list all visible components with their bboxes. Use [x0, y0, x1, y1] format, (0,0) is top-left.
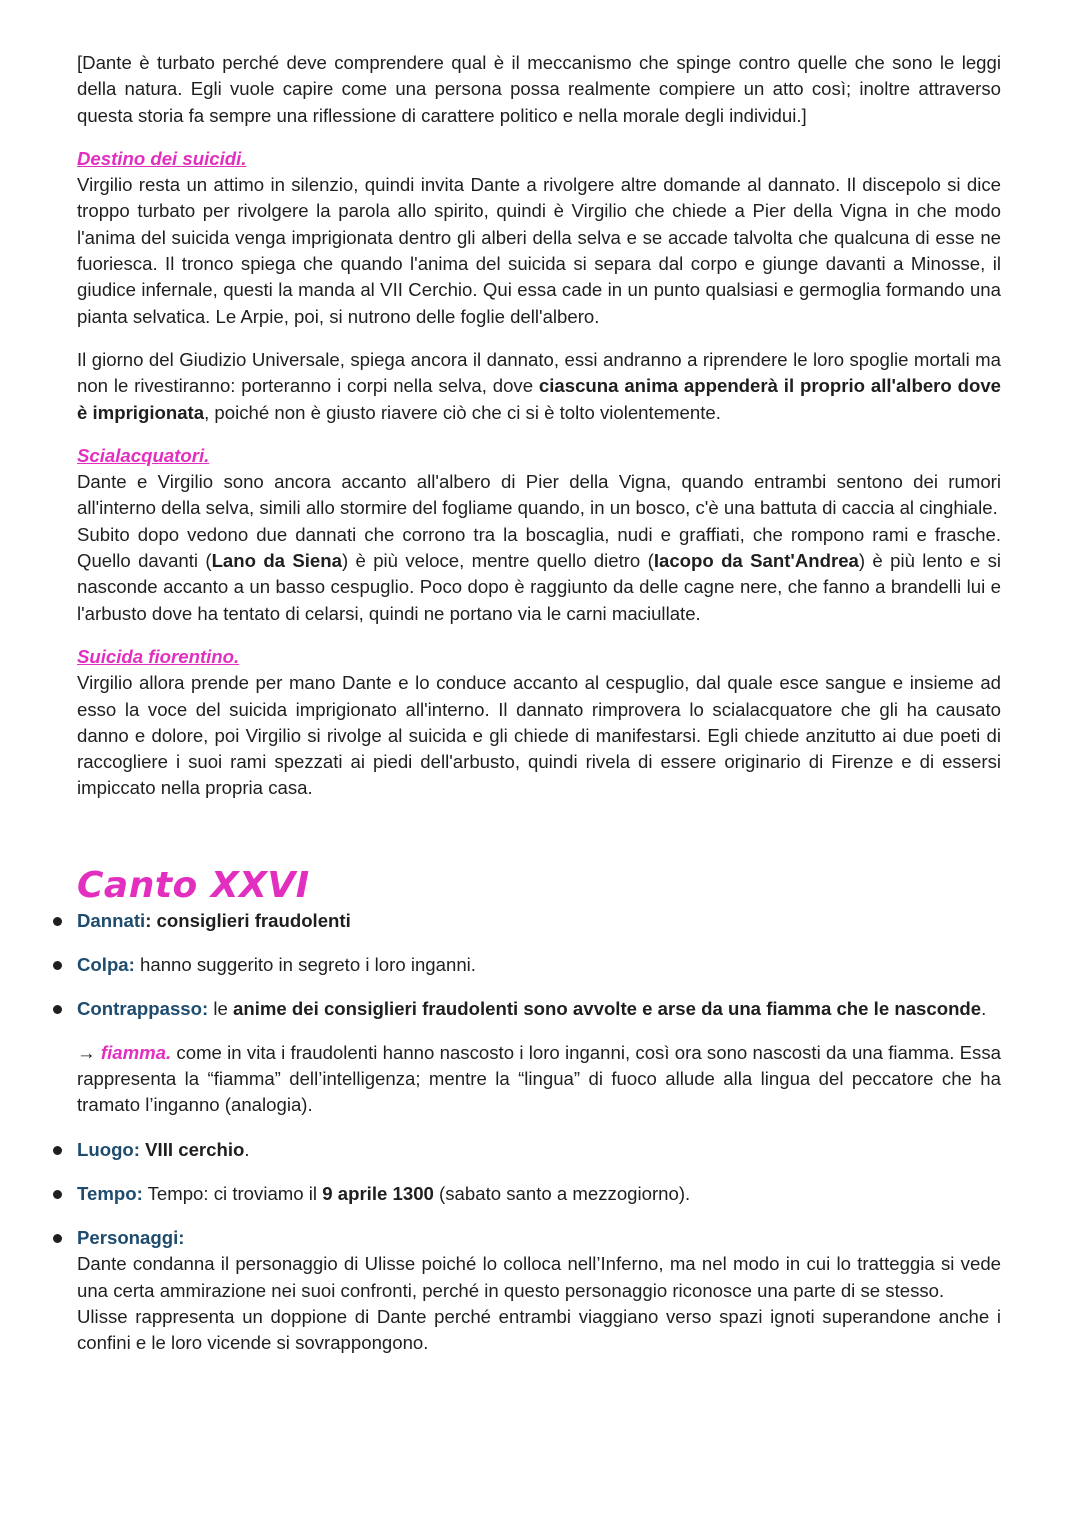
bullet-dot — [53, 1190, 62, 1199]
heading-scialacquatori: Scialacquatori. — [77, 444, 210, 466]
bold-name-lano: Lano da Siena — [211, 550, 342, 572]
intro-paragraph: [Dante è turbato perché deve comprendere qual è il meccanismo che spinge contro quelle che sono le leggi della natura. Egli vuole capire come una persona possa realmente compiere un atto così; inoltre attraverso questa storia fa sempre una riflessione di carattere politico e nella morale degli individui.] — [77, 52, 1001, 126]
bold-text: ciascuna anima appenderà il proprio all'albero dove è imprigionata — [77, 375, 1002, 423]
bullet-dot — [53, 1146, 62, 1155]
fiamma-paragraph: → fiamma. come in vita i fraudolenti hanno nascosto i loro inganni, così ora sono nascosti da una fiamma. Essa rappresenta la “fiamma” dell’intelligenza; mentre la “lingua” di fuoco allude alla lingua del peccatore che ha tramato l’inganno (analogia). — [77, 1041, 1001, 1116]
bullet-contrappasso: Contrappasso: le anime dei consiglieri fraudolenti sono avvolte e arse da una fiamma che le nasconde. — [77, 996, 1001, 1022]
personaggi-paragraph-2: Ulisse rappresenta un doppione di Dante perché entrambi viaggiano verso spazi ignoti superandone anche i confini e le loro vicende si sovrappongono. — [77, 1305, 1001, 1354]
arrow-icon: → — [77, 1041, 101, 1063]
destino-paragraph-2: Il giorno del Giudizio Universale, spiega ancora il dannato, essi andranno a riprendere le loro spoglie mortali ma non le rivestiranno: porteranno i corpi nella selva, dove ciascuna anima appenderà il proprio all'albero dove è imprigionata, poiché non è giusto riavere ciò che ci si è tolto violentemente. — [77, 348, 1002, 423]
scialacquatori-paragraph-2: Subito dopo vedono due dannati che corrono tra la boscaglia, nudi e graffiati, che rompono rami e frasche. Quello davanti (Lano da Siena) è più veloce, mentre quello dietro (Iacopo da Sant'Andrea) è più lento e si nasconde accanto a un basso cespuglio. Poco dopo è raggiunto da delle cagne nere, che fanno a brandelli lui e l'arbusto dove ha tentato di celarsi, quindi ne portano via le carni maciullate. — [77, 523, 1002, 624]
bold-name-iacopo: Iacopo da Sant'Andrea — [653, 550, 859, 572]
bullet-luogo: Luogo: VIII cerchio. — [77, 1137, 1001, 1163]
destino-paragraph-1: Virgilio resta un attimo in silenzio, quindi invita Dante a rivolgere altre domande al dannato. Il discepolo si dice troppo turbato per rivolgere la parola allo spirito, quindi è Virgilio che chiede a Pier della Vigna in che modo l'anima del suicida venga imprigionata dentro gli alberi della selva e se accade talvolta che qualcuna di esse ne fuoriesca. Il tronco spiega che quando l'anima del suicida si separa dal corpo e giunge davanti a Minosse, il giudice infernale, questi la manda al VII Cerchio. Qui essa cade in un punto qualsiasi e germoglia formando una pianta selvatica. Le Arpie, poi, si nutrono delle foglie dell'albero. — [77, 174, 1001, 327]
bullet-dot — [53, 917, 62, 926]
canto-bullet-list-2 — [77, 1137, 1001, 1357]
scialacquatori-paragraph-1: Dante e Virgilio sono ancora accanto all'albero di Pier della Vigna, quando entrambi sentono dei rumori all'interno della selva, simili allo stormire del fogliame quando, in un bosco, c'è una battuta di caccia al cinghiale. — [77, 471, 1001, 519]
personaggi-paragraph-1: Dante condanna il personaggio di Ulisse poiché lo colloca nell’Inferno, ma nel modo in cui lo tratteggia si vede una certa ammirazione nei suoi confronti, perché in questo personaggio riconosce una parte di se stesso. — [77, 1253, 1001, 1301]
heading-suicida-fiorentino: Suicida fiorentino. — [77, 645, 240, 667]
bullet-dot — [53, 1234, 62, 1243]
bullet-dot — [53, 961, 62, 970]
bullet-colpa: Colpa: hanno suggerito in segreto i loro inganni. — [77, 952, 1001, 978]
bullet-dannati: Dannati: consiglieri fraudolenti — [77, 908, 1001, 934]
bullet-dot — [53, 1005, 62, 1014]
canto-title: Canto XXVI — [77, 864, 310, 906]
canto-bullet-list — [77, 908, 1001, 1023]
fiorentino-paragraph: Virgilio allora prende per mano Dante e lo conduce accanto al cespuglio, dal quale esce sangue e insieme ad esso la voce del suicida imprigionato all'interno. Il dannato rimprovera lo scialacquatore che gli ha causato danno e dolore, poi Virgilio si rivolge al suicida e gli chiede di manifestarsi. Egli chiede anzitutto ai due poeti di raccogliere i suoi rami spezzati ai piedi dell'arbusto, quindi rivela di essere originario di Firenze e di essersi impiccato nella propria casa. — [77, 672, 1001, 799]
bullet-personaggi: Personaggi: Dante condanna il personaggio di Ulisse poiché lo colloca nell’Inferno, ma nel modo in cui lo tratteggia si vede una certa ammirazione nei suoi confronti, perché in questo personaggio riconosce una parte di se stesso. Ulisse rappresenta un doppione di Dante perché entrambi viaggiano verso spazi ignoti superandone anche i confini e le loro vicende si sovrappongono. — [77, 1225, 1001, 1356]
heading-destino-dei-suicidi: Destino dei suicidi. — [77, 147, 247, 169]
bullet-tempo: Tempo: Tempo: ci troviamo il 9 aprile 1300 (sabato santo a mezzogiorno). — [77, 1181, 1001, 1207]
document-page — [77, 50, 1001, 1357]
